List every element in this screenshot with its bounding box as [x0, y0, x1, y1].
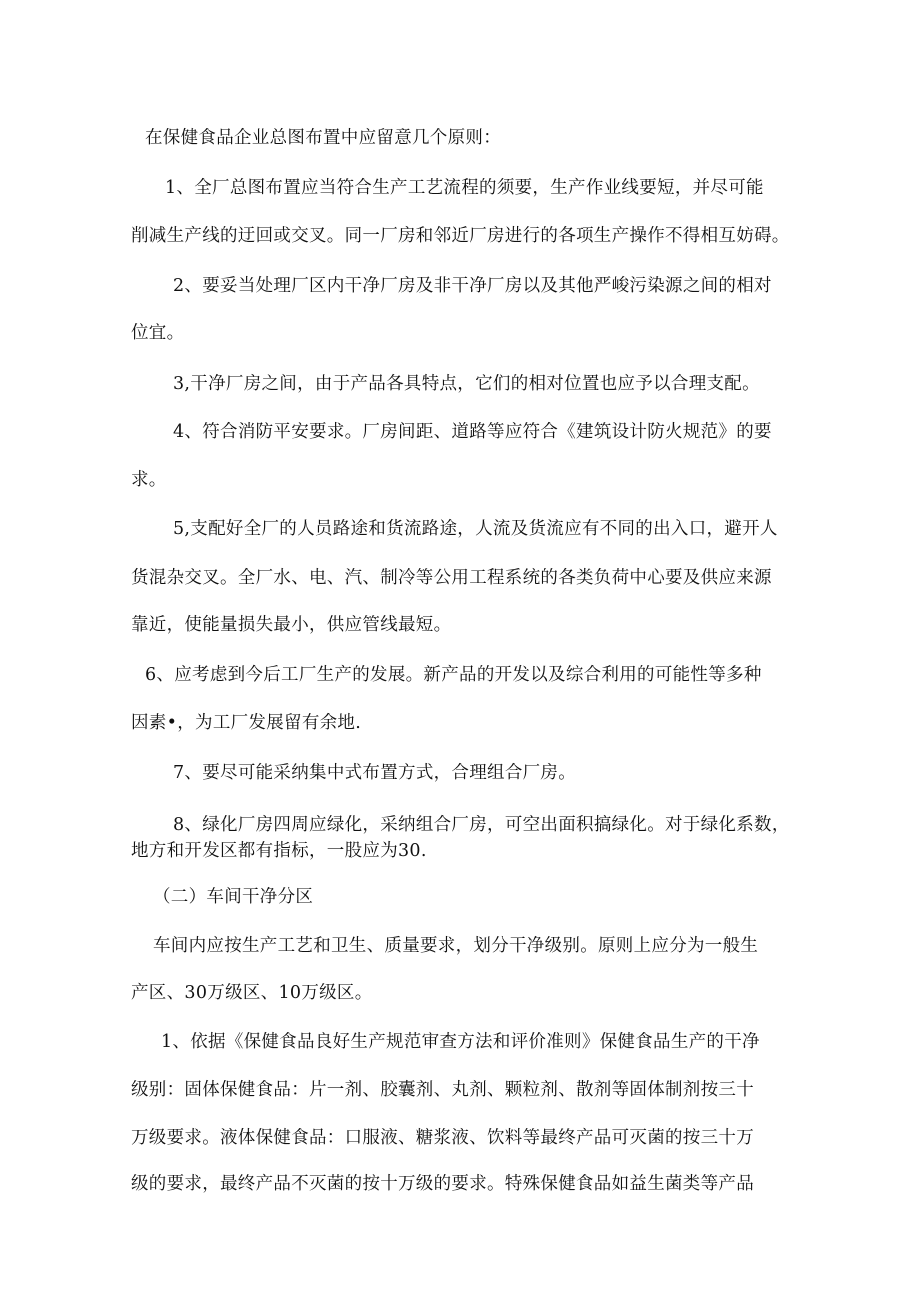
principle-8-line-2: 地方和开发区都有指标，一股应为30. — [131, 841, 427, 861]
principle-4-line-1: 4、符合消防平安要求。厂房间距、道路等应符合《建筑设计防火规范》的要 — [173, 422, 772, 442]
principle-6-line-1: 6、应考虑到今后工厂生产的发展。新产品的开发以及综合利用的可能性等多种 — [145, 665, 762, 685]
zoning-line-2: 产区、30万级区、10万级区。 — [131, 983, 373, 1003]
principle-8-line-1: 8、绿化厂房四周应绿化，采纳组合厂房，可空出面积搞绿化。对于绿化系数， — [173, 815, 790, 835]
zoning-item-1-line-1: 1、依据《保健食品良好生产规范审查方法和评价准则》保健食品生产的干净 — [161, 1032, 760, 1052]
principle-5-line-1: 5,支配好全厂的人员路途和货流路途，人流及货流应有不同的出入口，避开人 — [173, 519, 778, 539]
principle-7-line: 7、要尽可能采纳集中式布置方式，合理组合厂房。 — [173, 763, 577, 783]
principle-1-line-2: 削减生产线的迂回或交叉。同一厂房和邻近厂房进行的各项生产操作不得相互妨碍。 — [131, 226, 790, 246]
principle-4-line-2: 求。 — [131, 470, 167, 490]
section-heading: （二）车间干净分区 — [153, 887, 314, 907]
principle-1-line-1: 1、全厂总图布置应当符合生产工艺流程的须要，生产作业线要短，并尽可能 — [165, 178, 764, 198]
principle-2-line-2: 位宜。 — [131, 323, 185, 343]
zoning-line-1: 车间内应按生产工艺和卫生、质量要求，划分干净级别。原则上应分为一般生 — [153, 936, 759, 956]
principle-3-line: 3,干净厂房之间，由于产品各具特点，它们的相对位置也应予以合理支配。 — [173, 374, 760, 394]
intro-line: 在保健食品企业总图布置中应留意几个原则： — [145, 128, 501, 148]
zoning-item-1-line-4: 级的要求，最终产品不灭菌的按十万级的要求。特殊保健食品如益生菌类等产品 — [131, 1174, 754, 1194]
principle-5-line-3: 靠近，使能量损失最小，供应管线最短。 — [131, 615, 452, 635]
zoning-item-1-line-2: 级别：固体保健食品：片一剂、胶囊剂、丸剂、颗粒剂、散剂等固体制剂按三十 — [131, 1080, 754, 1100]
principle-2-line-1: 2、要妥当处理厂区内干净厂房及非干净厂房以及其他严峻污染源之间的相对 — [173, 276, 772, 296]
zoning-item-1-line-3: 万级要求。液体保健食品：口服液、糖浆液、饮料等最终产品可灭菌的按三十万 — [131, 1128, 754, 1148]
principle-6-line-2: 因素•，为工厂发展留有余地. — [131, 713, 362, 733]
principle-5-line-2: 货混杂交叉。全厂水、电、汽、制冷等公用工程系统的各类负荷中心要及供应来源 — [131, 568, 772, 588]
